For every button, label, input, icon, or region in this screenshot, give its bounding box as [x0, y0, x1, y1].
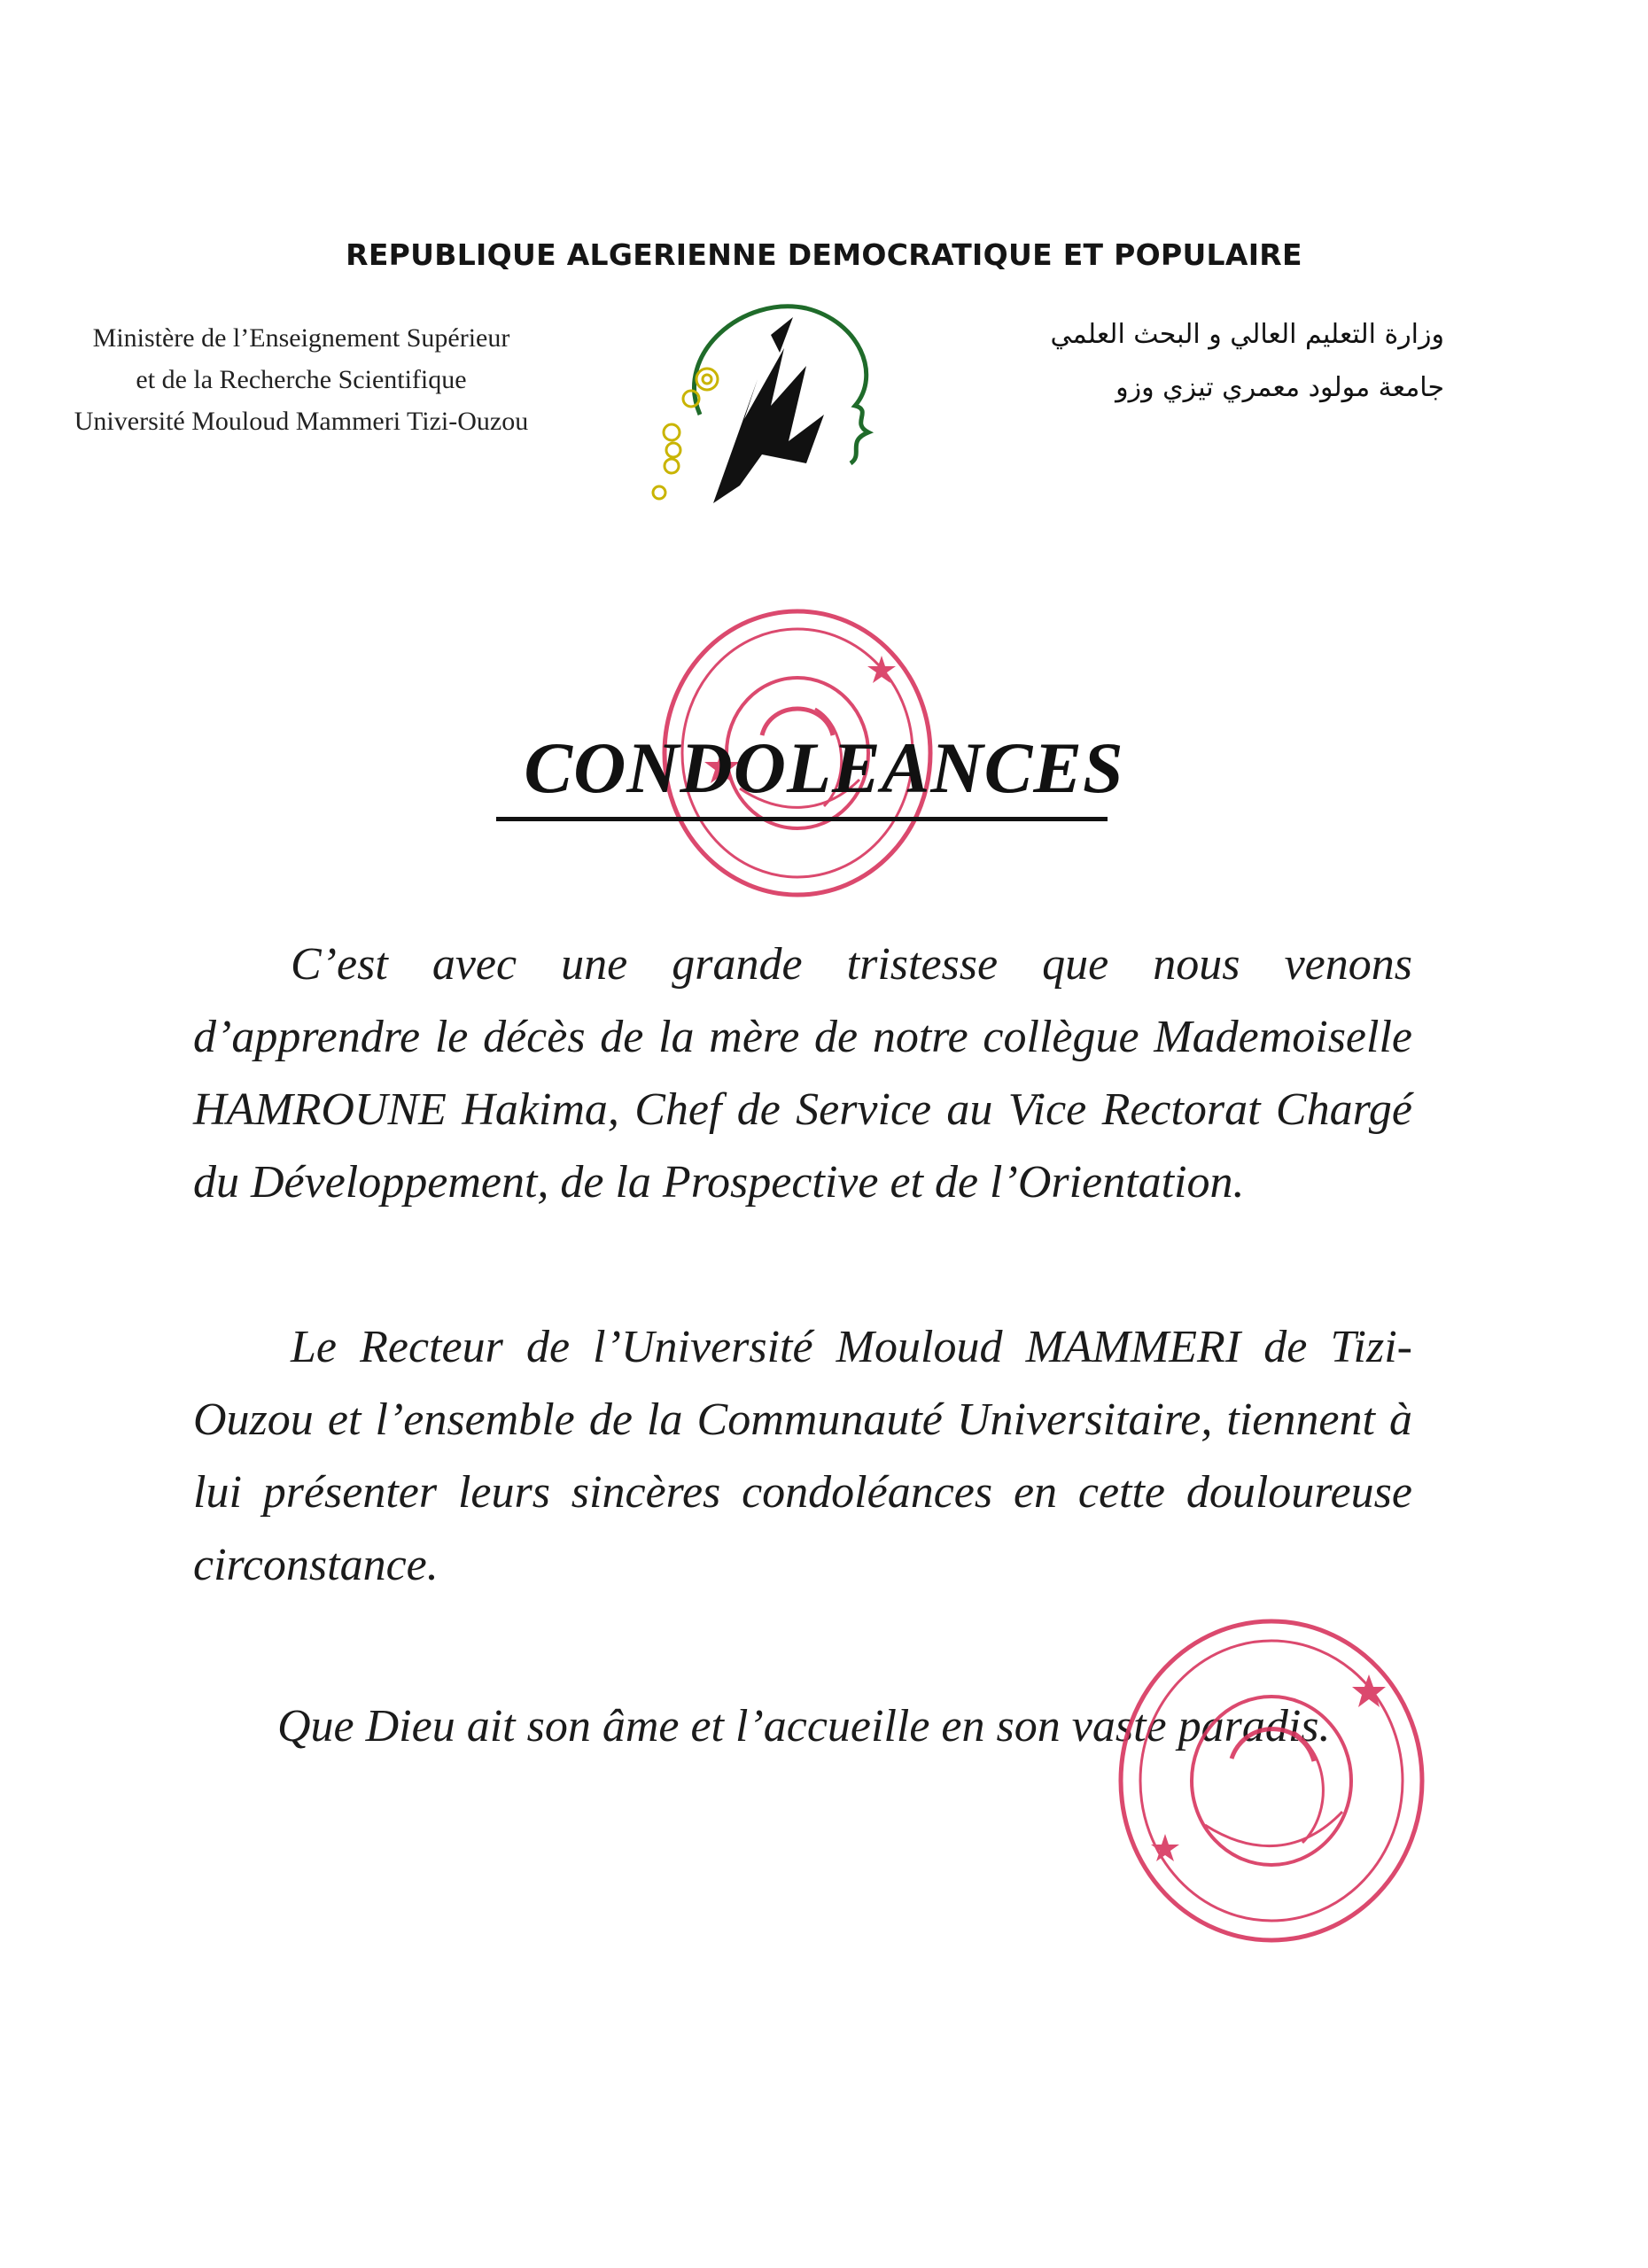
- body-paragraph-2: Le Recteur de l’Université Mouloud MAMMERI de Tizi-Ouzou et l’ensemble de la Communauté Universitaire, tiennent à lui présenter leurs sincères condoléances en cette douloureuse circonstance.: [193, 1322, 1412, 1590]
- ministry-line-1: Ministère de l’Enseignement Supérieur: [92, 323, 510, 353]
- university-logo: [638, 299, 904, 512]
- ministry-line-2: et de la Recherche Scientifique: [136, 365, 467, 394]
- ministry-arabic-line: وزارة التعليم العالي و البحث العلمي: [1050, 319, 1444, 350]
- body-paragraph-1: C’est avec une grande tristesse que nous venons d’apprendre le décès de la mère de notre collègue Mademoiselle HAMROUNE Hakima, Chef de Service au Vice Rectorat Chargé du Développement, de la Prospective et de l’Orientation.: [193, 939, 1412, 1208]
- document-title: [0, 726, 1648, 810]
- institution-arabic: [975, 308, 1444, 415]
- university-arabic-line: جامعة مولود معمري تيزي وزو: [1116, 372, 1444, 403]
- title-text: CONDOLEANCES: [524, 727, 1124, 808]
- official-stamp-bottom: [1112, 1612, 1431, 1949]
- body-paragraph-3: Que Dieu ait son âme et l’accueille en son vaste paradis.: [277, 1701, 1331, 1751]
- title-underline: [496, 817, 1108, 821]
- republic-heading: REPUBLIQUE ALGERIENNE DEMOCRATIQUE ET POPULAIRE: [346, 237, 1302, 272]
- university-line: Université Mouloud Mammeri Tizi-Ouzou: [74, 407, 529, 436]
- institution-french: [35, 317, 567, 442]
